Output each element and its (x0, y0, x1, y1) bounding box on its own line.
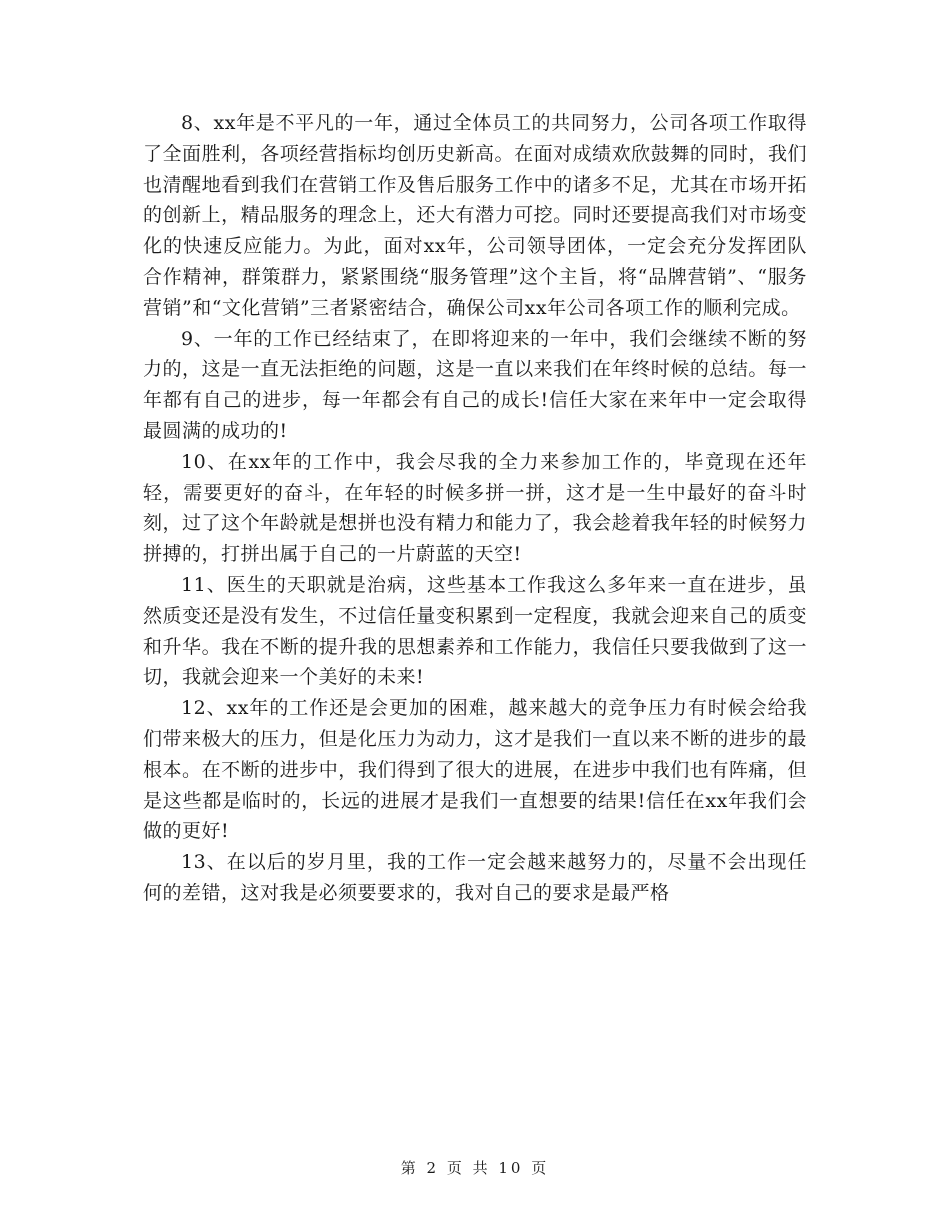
paragraph-13: 13、在以后的岁月里，我的工作一定会越来越努力的，尽量不会出现任何的差错，这对我是必须要要求的，我对自己的要求是最严格 (143, 851, 807, 904)
paragraph-11: 11、医生的天职就是治病，这些基本工作我这么多年来一直在进步，虽然质变还是没有发生，不过信任量变积累到一定程度，我就会迎来自己的质变和升华。我在不断的提升我的思想素养和工作能力，我信任只要我做到了这一切，我就会迎来一个美好的未来! (143, 573, 807, 689)
paragraph-8: 8、xx年是不平凡的一年，通过全体员工的共同努力，公司各项工作取得了全面胜利，各项经营指标均创历史新高。在面对成绩欢欣鼓舞的同时，我们也清醒地看到我们在营销工作及售后服务工作中的诸多不足，尤其在市场开拓的创新上，精品服务的理念上，还大有潜力可挖。同时还要提高我们对市场变化的快速反应能力。为此，面对xx年，公司领导团体，一定会充分发挥团队合作精神，群策群力，紧紧围绕“服务管理”这个主旨，将“品牌营销”、“服务营销”和“文化营销”三者紧密结合，确保公司xx年公司各项工作的顺利完成。 (143, 112, 807, 319)
page-footer: 第 2 页 共 10 页 (400, 1159, 550, 1177)
paragraph-12: 12、xx年的工作还是会更加的困难，越来越大的竞争压力有时候会给我们带来极大的压力，但是化压力为动力，这才是我们一直以来不断的进步的最根本。在不断的进步中，我们得到了很大的进展，在进步中我们也有阵痛，但是这些都是临时的，长远的进展才是我们一直想要的结果!信任在xx年我们会做的更好! (143, 697, 807, 843)
paragraph-10: 10、在xx年的工作中，我会尽我的全力来参加工作的，毕竟现在还年轻，需要更好的奋斗，在年轻的时候多拼一拼，这才是一生中最好的奋斗时刻，过了这个年龄就是想拼也没有精力和能力了，我会趁着我年轻的时候努力拼搏的，打拼出属于自己的一片蔚蓝的天空! (143, 450, 807, 566)
paragraph-9: 9、一年的工作已经结束了，在即将迎来的一年中，我们会继续不断的努力的，这是一直无法拒绝的问题，这是一直以来我们在年终时候的总结。每一年都有自己的进步，每一年都会有自己的成长!信任大家在来年中一定会取得最圆满的成功的! (143, 327, 807, 442)
document-body (143, 108, 807, 909)
